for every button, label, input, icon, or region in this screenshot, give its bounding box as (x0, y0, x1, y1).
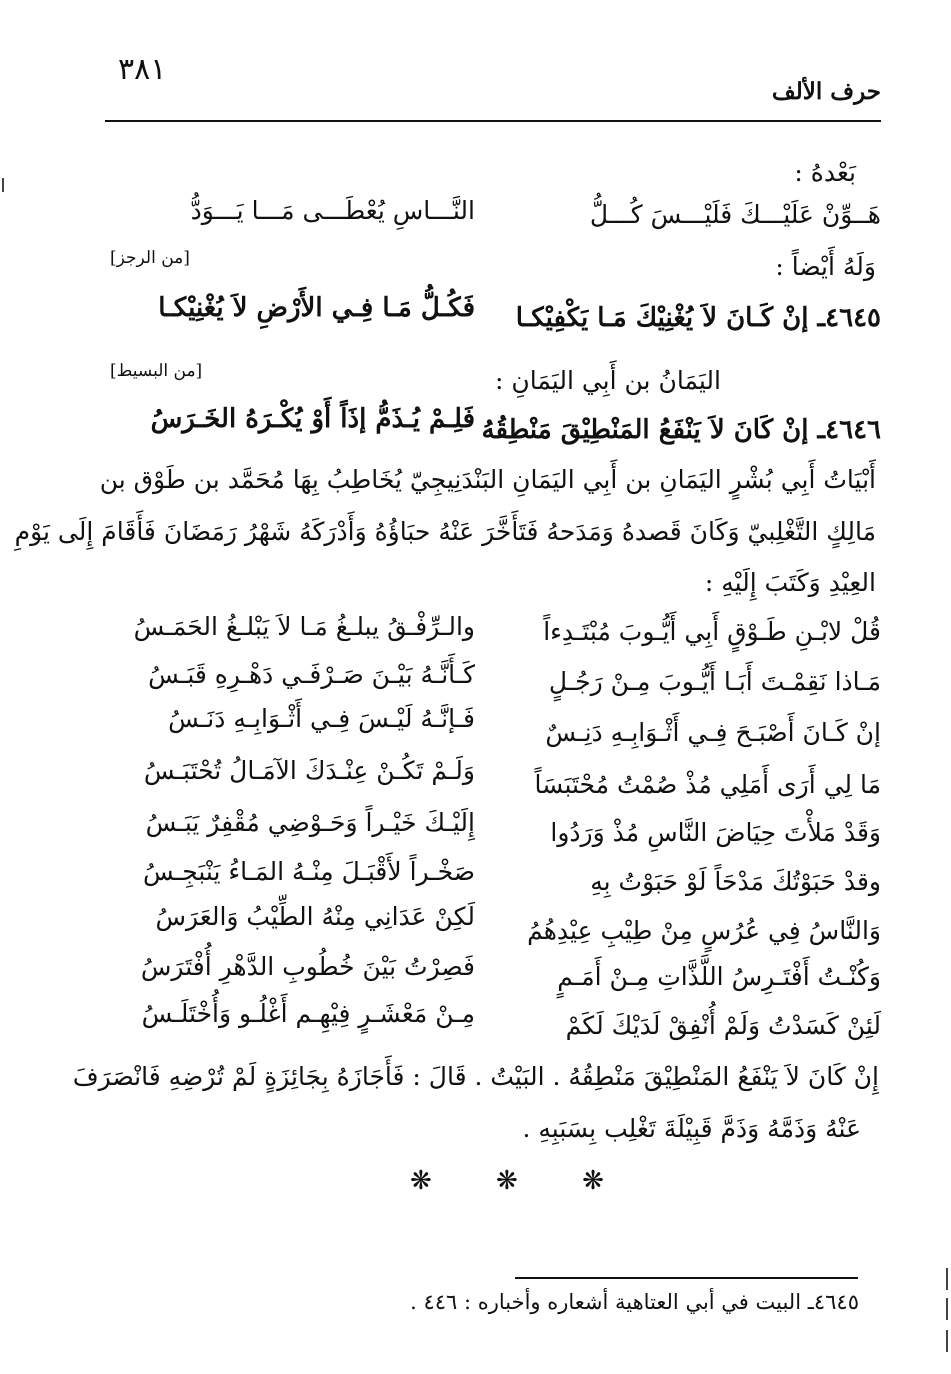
verse-4645-right: ٤٦٤٥ـ إنْ كَـانَ لاَ يُغْنِيْكَ مَـا يَكْفِيْكـا (515, 303, 881, 333)
poem-hemistich-right: مَـاذا نَقِمْـتَ أَبَـا أَيُّـوبَ مِـنْ رَجُـلٍ (548, 667, 881, 696)
scan-margin-mark (946, 1330, 948, 1352)
scan-margin-mark (2, 178, 4, 192)
poem-hemistich-right: قُلْ لابْـنِ طَـوْقٍ أَبِي أَيُّـوبَ مُبْتَـدِءاً (543, 617, 881, 646)
poem-hemistich-left: لَكِنْ عَدَانِي مِنْهُ الطِّيْبُ وَالعَرَسُ (155, 902, 475, 931)
intro-line: وَلَهُ أَيْضاً : (775, 252, 876, 281)
meter-label: [من الرجز] (110, 248, 190, 268)
running-title: حرف الألف (771, 78, 881, 105)
scan-margin-mark (946, 1298, 948, 1320)
intro-line: بَعْدهُ : (794, 158, 856, 187)
poem-hemistich-right: مَا لِي أَرَى أَمَلِي مُذْ صُمْتُ مُحْتَبَسَاً (534, 770, 881, 799)
poem-hemistich-right: وقدْ حَبَوْتُكَ مَدْحَاً لَوْ حَبَوْتُ بِهِ (590, 867, 881, 896)
prose-line: إِنْ كَانَ لاَ يَنْفَعُ المَنْطِيْقَ مَنْطِقُهُ . البَيْتُ . قَالَ : فَأَجَازَهُ بِجَائِزَةٍ لَمْ تُرْضِهِ فَانْصَرَفَ (72, 1062, 879, 1091)
scan-margin-mark (946, 1268, 948, 1290)
poem-hemistich-right: وَقَدْ مَلأْتَ حِيَاضَ النَّاسِ مُذْ وَرَدُوا (550, 818, 881, 847)
prose-line: عَنْهُ وَذَمَّهُ وَذَمَّ قَبِيْلَةَ تَغْلِب بِسَبَبِهِ . (522, 1114, 861, 1143)
intro-line: اليَمَانُ بن أَبِي اليَمَانِ : (494, 366, 721, 395)
verse-hemistich-left: النَّـــاسِ يُعْطَـــى مَـــا يَـــوَدُّ (190, 196, 475, 225)
verse-4645-left: فَكُـلُّ مَـا فِـي الأَرْضِ لاَ يُغْنِيْكـا (158, 293, 475, 323)
verse-hemistich-right: هَــوِّنْ عَلَيْـــكَ فَلَيْـــسَ كُـــلُّ (589, 200, 881, 229)
poem-hemistich-left: فَـإنَّـهُ لَيْـسَ فِـي أَثْـوَابِـهِ دَنَـسُ (168, 704, 475, 733)
poem-hemistich-left: وَلَـمْ تَكُـنْ عِنْـدَكَ الآمَـالُ تُحْتَبَـسُ (143, 756, 475, 785)
verse-4646-right: ٤٦٤٦ـ إنْ كَانَ لاَ يَنْفَعُ المَنْطِيْقَ مَنْطِقُهُ (481, 415, 881, 445)
poem-hemistich-left: فَصِرْتُ بَيْنَ خُطُوبِ الدَّهْرِ أُفْتَرَسُ (140, 952, 475, 981)
prose-line: العِيْدِ وَكَتَبَ إِلَيْهِ : (704, 568, 876, 597)
poem-hemistich-left: كَـأَنَّـهُ بَيْـنَ صَـرْفَـي دَهْـرِهِ قَبَـسُ (148, 660, 475, 689)
prose-line: مَالِكٍ التَّغْلِبيّ وَكَانَ قَصدهُ وَمَدَحهُ فَتَأَخَّرَ عَنْهُ حبَاؤُهُ وَأَدْرَكَهُ شَهْرُ رَمَضَانَ فَأَقَامَ إِلَى يَوْمِ (14, 517, 876, 546)
footnote-rule (515, 1277, 858, 1279)
page-number: ٣٨١ (118, 52, 167, 87)
poem-hemistich-left: والـرِّفْـقُ يبلـغُ مَـا لاَ يَبْلـغُ الحَمَـسُ (133, 612, 475, 641)
poem-hemistich-left: صَخْـراً لأَقْبَـلَ مِنْـهُ المَـاءُ يَنْبَجِـسُ (143, 857, 475, 886)
poem-hemistich-right: إنْ كَـانَ أَصْبَـحَ فِـي أَثْـوَابِـهِ دَنِـسٌ (545, 718, 881, 747)
poem-hemistich-right: وَكُنْـتُ أَفْتَـرِسُ اللَّذَّاتِ مِـنْ أَمَـمٍ (557, 962, 881, 991)
section-separator: ❋ ❋ ❋ (410, 1166, 632, 1196)
footnote: ٤٦٤٥ـ البيت في أبي العتاهية أشعاره وأخباره : ٤٤٦ . (410, 1290, 859, 1314)
poem-hemistich-right: لَئِنْ كَسَدْتُ وَلَمْ أُنْفِقْ لَدَيْكَ لَكَمْ (565, 1011, 881, 1040)
verse-4646-left: فَلِـمْ يُـذَمُّ إذَاً أَوْ يُكْـرَهُ الخَـرَسُ (150, 404, 475, 434)
meter-label: [من البسيط] (110, 361, 203, 381)
header-rule (105, 120, 881, 122)
poem-hemistich-left: إِلَيْـكَ خَيْـراً وَحَـوْضِي مُقْفِرٌ يَبَـسُ (145, 808, 475, 837)
prose-line: أَبْيَاتُ أَبِي بُشْرٍ اليَمَانِ بن أَبِي اليَمَانِ البَنْدَنِيجِيّ يُخَاطِبُ بِهَا مُحَمَّد بن طَوْق بن (99, 465, 876, 494)
poem-hemistich-right: وَالنَّاسُ فِي عُرُسٍ مِنْ طِيْبِ عِيْدِهُمُ (527, 916, 881, 945)
poem-hemistich-left: مِـنْ مَعْشَـرٍ فِيْهِـم أَغْلُـو وَأُخْتَلَـسُ (141, 999, 475, 1028)
